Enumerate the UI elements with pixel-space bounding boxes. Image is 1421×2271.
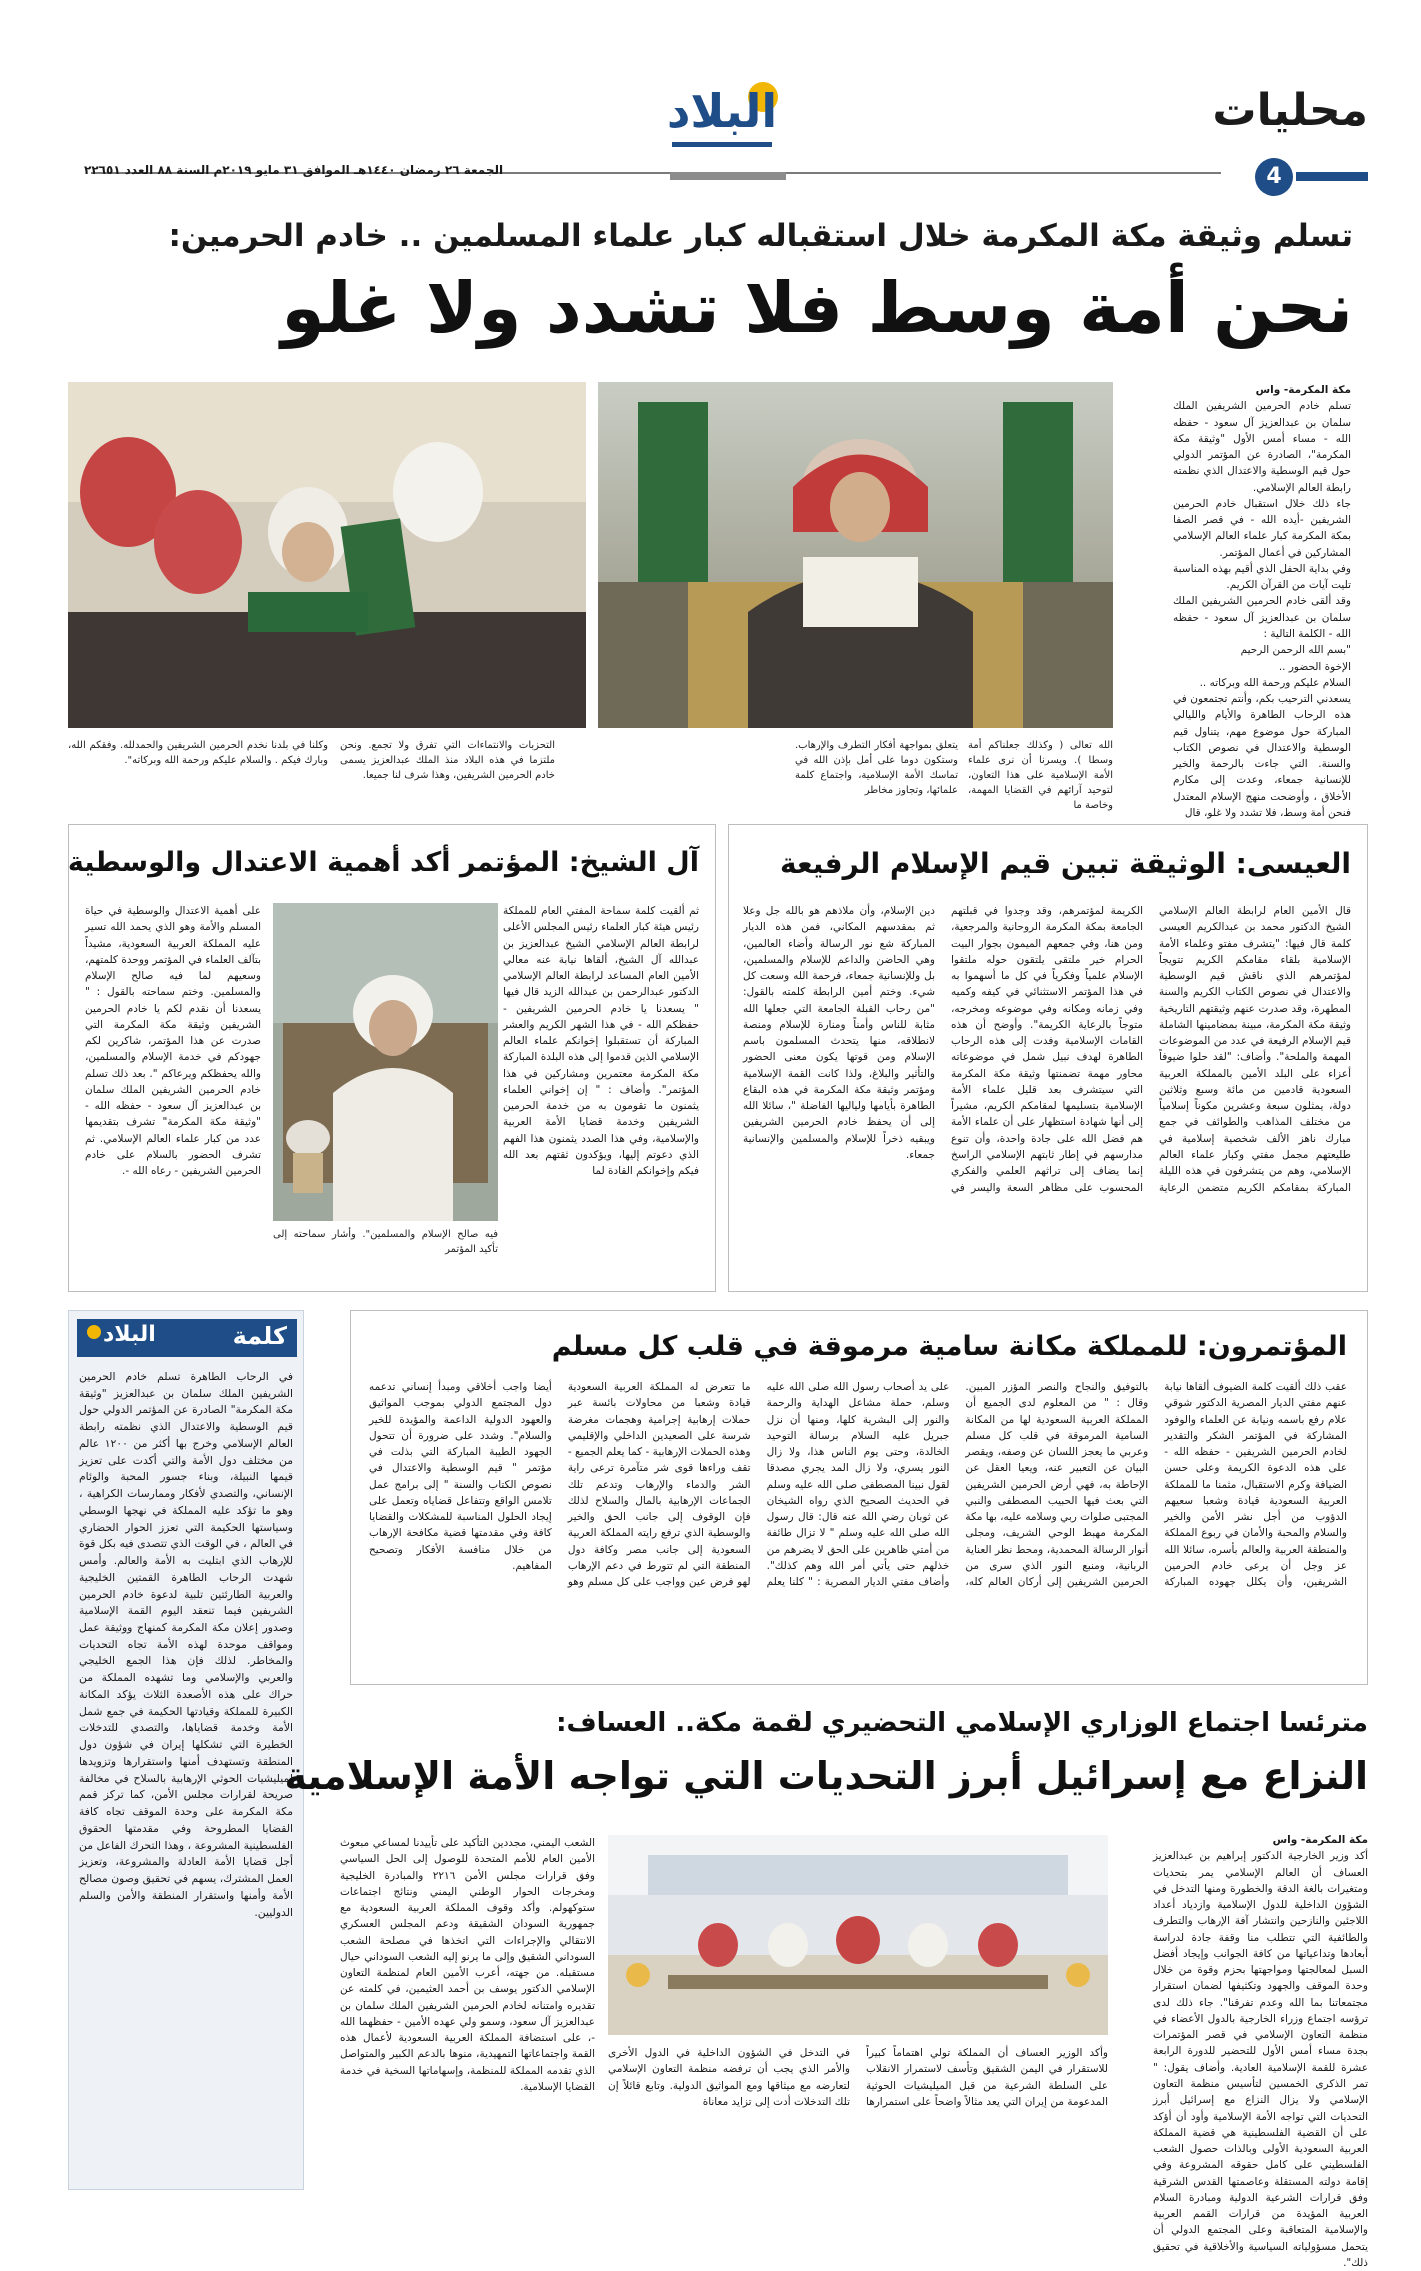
- kalima-header: [77, 1319, 297, 1357]
- issa-headline: العيسى: الوثيقة تبين قيم الإسلام الرفيعة: [780, 847, 1351, 880]
- lead-column-3: يتعلق بمواجهة أفكار التطرف والإرهاب. وستكون دوما على أمل بإذن الله في تماسك الأمة الإسلامية، واجتماع كلمة علمائها، وتجاوز مخاطر: [795, 740, 958, 796]
- lead-photo-handover: [68, 382, 586, 728]
- conferees-body: عقب ذلك ألقيت كلمة الضيوف ألقاها نيابة عنهم مفتي الديار المصرية الدكتور شوقي علام رفع باسمه ونيابة عن العلماء والوفود المشاركة في المؤتمر الشكر والتقدير لخادم الحرمين الشريفين - حفظه الله - على هذه الدعوة الكريمة وعلى حسن الضيافة وكرم الاستقبال، مثمنا ما للمملكة العربية السعودية قيادة وشعبا سعيهم الدؤوب من أجل نشر الأمن والخير والسلام والمحبة والأمان في ربوع المملكة والمنطقة العربية والعالم بأسره، سائلا الله عز وجل أن يرعى خادم الحرمين الشريفين، وأن يكلل جهوده المباركة بالتوفيق والنجاح والنصر المؤزر المبين. وقال : " من المعلوم لدى الجميع أن المملكة العربية السعودية لها من المكانة السامية المرموقة في قلب كل مسلم وعربي ما يعجز اللسان عن وصفه، ويقصر البيان عن التعبير عنه، ويعيا العقل عن الإحاطة به، فهي أرض الحرمين الشريفين التي بعث فيها الحبيب المصطفى والنبي المجتبى صلوات ربي وسلامه عليه، بها مكة المكرمة مهبط الوحي الشريف، ومجلى أنوار الرسالة المحمدية، ومحط نظر العناية الربانية، ومنبع النور الذي سرى من الحرمين الشريفين إلى أركان العالم كله، على يد أصحاب رسول الله صلى الله عليه وسلم، حملة مشاعل الهداية والرحمة والنور إلى البشرية كلها، ومنها أن نزل جبريل عليه السلام برسالة التوحيد الخالدة، وحتى يوم الناس هذا، ولا زال النور يسري، ولا زال المد يجري مصدقا لقول نبينا المصطفى صلى الله عليه وسلم في الحديث الصحيح الذي رواه الشيخان عن ثوبان رضي الله عنه قال: قال رسول الله صلى الله عليه وسلم " لا تزال طائفة من أمتي ظاهرين على الحق لا يضرهم من خذلهم حتى يأتي أمر الله وهم كذلك". وأضاف مفتي الديار المصرية : " كلنا يعلم ما تتعرض له المملكة العربية السعودية قيادة وشعبا من محاولات بائسة عبر حملات إرهابية إجرامية وهجمات مغرضة شرسة على الصعيدين الداخلي والإقليمي وهذه الحملات الإرهابية - كما يعلم الجميع - تقف وراءها قوى شر متآمرة ترعى راية الشر والدماء والإرهاب وتدعم تلك الجماعات الإرهابية بالمال والسلاح لذلك فإن الوقوف إلى جانب الحق والخير والوسطية الذي ترفع رايته المملكة العربية السعودية إلى جانب مصر وكافة دول المنطقة التي لم تتورط في دعم الإرهاب لهو فرض عين وواجب على كل مسلم وهو أيضا واجب أخلاقي ومبدأ إنساني تدعمه دول المجتمع الدولي بموجب المواثيق والعهود الدولية الداعمة والمؤيدة للخير والسلام". وشدد على ضرورة أن تتحول الجهود الطيبة المباركة التي بذلت في مؤتمر " قيم الوسطية والاعتدال في نصوص الكتاب والسنة " إلى برامج عمل تلامس الواقع وتتفاعل قضاياه وتعمل على إيجاد الحلول المناسبة للمشكلات والقضايا كافة وفي مقدمتها قضية مكافحة الإرهاب من خلال منافسة الأفكار وتصحيح المفاهيم.: [369, 1381, 1347, 1589]
- logo-bar: [670, 172, 786, 180]
- masthead: [0, 0, 1421, 200]
- dateline: الجمعة ٢٦ رمضان ١٤٤٠هـ الموافق ٣١ مايو ٢٠١٩م السنة ٨٨ العدد ٢٢٦٥١: [84, 163, 504, 177]
- column-kalima: [68, 1310, 304, 2190]
- logo: [662, 82, 782, 150]
- section-title: محليات: [1212, 85, 1368, 136]
- lead-byline: مكة المكرمة- واس: [1255, 384, 1351, 396]
- section-rule: [1296, 172, 1368, 181]
- lead-paragraph: جاء ذلك خلال استقبال خادم الحرمين الشريفين -أيده الله - في قصر الصفا بمكة المكرمة كبار علماء العالم الإسلامي المشاركين في أعمال المؤتمر.: [1173, 497, 1351, 559]
- lead-photo-king-speech-graphic: [598, 382, 1113, 728]
- alsheikh-photo-graphic: [273, 903, 498, 1221]
- lead-paragraph: وقد ألقى خادم الحرمين الشريفين الملك سلمان بن عبدالعزيز آل سعود - حفظه الله - الكلمة التالية :: [1173, 595, 1351, 640]
- lead-photo-king-speech: [598, 382, 1113, 728]
- alsheikh-headline: آل الشيخ: المؤتمر أكد أهمية الاعتدال والوسطية: [67, 847, 699, 878]
- kalima-title: كلمة: [232, 1322, 287, 1350]
- lead-paragraph: السلام عليكم ورحمة الله وبركاته ..: [1199, 676, 1351, 689]
- assaf-byline: مكة المكرمة- واس: [1272, 1834, 1368, 1846]
- lead-paragraph: وفي بداية الحفل الذي أقيم بهذه المناسبة تليت آيات من القرآن الكريم.: [1173, 562, 1351, 592]
- lead-column-5: وكلنا في بلدنا نخدم الحرمين الشريفين والحمدلله. وفقكم الله، وبارك فيكم . والسلام عليكم ورحمة الله وبركاته".: [68, 740, 328, 766]
- lead-photo-handover-graphic: [68, 382, 586, 728]
- assaf-body-left: الشعب اليمني، مجددين التأكيد على تأييدنا لمساعي مبعوث الأمين العام للأمم المتحدة للوصول إلى الحل السياسي وفق قرارات مجلس الأمن ٢٢١٦ والمبادرة الخليجية ومخرجات الحوار الوطني اليمني ونتائج اجتماعات ستوكهولم. وأكد وقوف المملكة العربية السعودية مع جمهورية السودان الشقيقة ودعم المجلس العسكري الانتقالي والإجراءات التي اتخذها في مصلحة الشعب السوداني الشقيق وإلى ما يرنو إليه الشعب السوداني حيال مستقبله. من جهته، أعرب الأمين العام لمنظمة التعاون الإسلامي الدكتور يوسف بن أحمد العثيمين، في كلمته عن تقديره وامتنانه لخادم الحرمين الشريفين الملك سلمان بن عبدالعزيز آل سعود، وسمو ولي عهده الأمين - حفظهما الله -، على استضافة المملكة العربية السعودية لأعمال هذه القمة واجتماعاتها التمهيدية، منوها بالدعم الكبير والمتواصل الذي تقدمه المملكة للمنظمة، وإسهاماتها السخية في خدمة القضايا الإسلامية.: [340, 1837, 595, 2093]
- alsheikh-photo: [273, 903, 498, 1221]
- alsheikh-caption: فيه صالح الإسلام والمسلمين". وأشار سماحته إلى تأكيد المؤتمر: [273, 1229, 498, 1255]
- alsheikh-body-right: ثم ألقيت كلمة سماحة المفتي العام للمملكة رئيس هيئة كبار العلماء رئيس المجلس الأعلى لرابطة العالم الإسلامي الشيخ عبدالعزيز بن عبدالله آل الشيخ، ألقاها نيابة عنه معالي الأمين العام المساعد لرابطة العالم الإسلامي الدكتور عبدالرحمن بن عبدالله الزيد قال فيها " يسعدنا يا خادم الحرمين الشريفين - حفظكم الله - في هذا الشهر الكريم والعشر المباركة أن تستقبلوا إخوانكم علماء العالم الإسلامي الذين قدموا إلى هذه البلدة المباركة مكة المكرمة معتمرين ومشاركين في هذا المؤتمر". وأضاف : " إن إخواني العلماء يثمنون ما تقومون به من خدمة الحرمين الشريفين وخدمة قضايا الأمة العربية والإسلامية، وفي هذا الصدد يثمنون هذا الفهم الذي دعوتم إليها، ويؤكدون ثقتهم بعد الله فيكم وإخوانكم القادة لما: [503, 905, 699, 1178]
- assaf-body-mid: وأكد الوزير العساف أن المملكة تولي اهتماماً كبيراً للاستقرار في اليمن الشقيق وتأسف لاستمرار الانقلاب على السلطة الشرعية من قبل الميليشيات الحوثية المدعومة من إيران التي يعد مثالاً واضحاً على استمرارها في التدخل في الشؤون الداخلية في الدول الأخرى والأمر الذي يجب أن ترفضه منظمة التعاون الإسلامي لتعارضه مع ميثاقها ومع المواثيق الدولية. وتابع قائلاً إن تلك التدخلات أدت إلى تزايد معاناة: [608, 2047, 1108, 2108]
- kalima-brand: البلاد: [103, 1322, 156, 1347]
- story-conferees: [350, 1310, 1368, 1685]
- lead-paragraph: "بسم الله الرحمن الرحيم: [1240, 644, 1351, 657]
- lead-body: [1173, 382, 1351, 819]
- lead-paragraph: تسلم خادم الحرمين الشريفين الملك سلمان بن عبدالعزيز آل سعود - حفظه الله - مساء أمس الأول "وثيقة مكة المكرمة"، الصادرة عن المؤتمر الدولي حول قيم الوسطية والاعتدال الذي نظمته رابطة العالم الإسلامي.: [1173, 400, 1351, 494]
- alsheikh-body-left: على أهمية الاعتدال والوسطية في حياة المسلم والأمة وهو الذي يحمد الله تسير عليه المملكة العربية السعودية، مشيداً بتآلف العلماء في المؤتمر ووحدة كلمتهم، وسعيهم لما فيه صالح الإسلام والمسلمين. وختم سماحته بالقول : " يسعدنا أن نقدم لكم يا خادم الحرمين الشريفين وثيقة مكة المكرمة التي صدرت عن هذا المؤتمر، شاكرين لكم جهودكم في خدمة الإسلام والمسلمين، والله يحفظكم ويرعاكم ". بعد ذلك تسلم خادم الحرمين الشريفين الملك سلمان بن عبدالعزيز آل سعود - حفظه الله - "وثيقة مكة المكرمة" تشرف بتقديمها عدد من كبار علماء العالم الإسلامي. ثم تشرف الحضور بالسلام على خادم الحرمين الشريفين - رعاه الله -.: [85, 905, 261, 1178]
- assaf-photo-graphic: [608, 1835, 1108, 2035]
- issa-body: قال الأمين العام لرابطة العالم الإسلامي الشيخ الدكتور محمد بن عبدالكريم العيسى كلمة قال فيها: "يتشرف مفتو وعلماء الأمة الإسلامية بلقاء مقامكم الكريم تتويجاً لمؤتمرهم الذي ناقش قيم الوسطية والاعتدال في نصوص الكتاب الكريم والسنة المطهرة، وقد صدرت عنهم وثيقتهم التاريخية وثيقة مكة المكرمة، مبينة بمضامينها الشاملة قيم الإسلام الرفيعة في عدد من الموضوعات المهمة والملحة". وأضاف: "لقد حلوا ضيوفاً أعزاء على البلد الأمين بالمملكة العربية السعودية قادمين من مائة وسبع وثلاثين دولة، يمثلون سبعة وعشرين مكوناً إسلامياً من مختلف المذاهب والطوائف في جمع مبارك ناهز الألف شخصية إسلامية في طليعتهم مجمل مفتي وكبار علماء العالم الإسلامي، وهم من يتشرفون في هذه الليلة المباركة بمقامكم الكريم متضمن الرعاية الكريمة لمؤتمرهم، وقد وجدوا في قبلتهم الجامعة بمكة المكرمة الروحانية والمرجعية، ومن هنا، وفي جمعهم الميمون بجوار البيت الحرام خير ملتقى يلتقون حوله ملتقوا الإسلام علمياً وفكرياً في كل ما أسهموا به في هذا المؤتمر الاستثنائي في كيفه وكميه وفي زمانه ومكانه وفي موضوعه ومخرجه، متوجاً بالرعاية الكريمة". وأوضح أن هذه القامات الإسلامية وفدت إلى هذه الرحاب الطاهرة لهدف نبيل شمل في موضوعاته محاور مهمة تضمنتها وثيقة مكة المكرمة التي سيتشرف بعد قليل علماء الأمة الإسلامية بتسليمها لمقامكم الكريم، مشيراً إلى أنها شهادة استظهار على أن علماء الأمة هم فضل الله على جادة واحدة، وأن تنوع مدارسهم في إطار ثابتهم الإسلامي الراسخ إنما يضاف إلى تراثهم العلمي والفكري المحسوب على مظاهر السعة واليسر في دين الإسلام، وأن ملاذهم هو بالله جل وعلا ثم بمقدسهم المكاني، فمن هذه الديار المباركة شع نور الرسالة وأضاء العالمين، وهي الحاضن والداعم للإسلام والمسلمين، بل وللإنسانية جمعاء، فرحمة الله وسعت كل شيء. وختم أمين الرابطة كلمته بالقول: "من رحاب القبلة الجامعة التي جعلها الله مثابة للناس وأمناً ومنارة للإسلام ومنصة لانطلاقه، منها يتحدث المسلمون باسم الإسلام ومن قوتها يكون معنى الحضور والتأثير والبلاغ، ولذا كانت القمة الإسلامية ومؤتمر وثيقة مكة المكرمة في هذه البقاع الطاهرة بأيامها ولياليها الفاضلة "، سائلا الله إلى أن يحفظ خادم الحرمين الشريفين ويبقيه ذخراً للإسلام والمسلمين والإنسانية جمعاء.: [743, 905, 1351, 1194]
- lead-column-4: التحزبات والانتماءات التي تفرق ولا تجمع. ونحن ملتزما في هذه البلاد منذ الملك عبدالعزيز يسمى خادم الحرمين الشريفين، وهذا شرف لنا جميعا.: [340, 740, 555, 781]
- logo-text: البلاد: [666, 84, 778, 138]
- assaf-body-right: [1153, 1832, 1368, 2269]
- lead-kicker: تسلم وثيقة مكة المكرمة خلال استقباله كبار علماء المسلمين .. خادم الحرمين:: [168, 218, 1353, 254]
- logo-underline: [672, 142, 772, 147]
- assaf-body-right-text: أكد وزير الخارجية الدكتور إبراهيم بن عبدالعزيز العساف أن العالم الإسلامي يمر بتحديات ومتغيرات بالغة الدقة والخطورة ومنها التدخل في الشؤون الداخلية للدول الإسلامية وازدياد أعداد اللاجئين والنازحين وانتشار آفة الإرهاب والتطرف والطائفية التي تتطلب منا وقفة جادة لدراسة أبعادها وتداعياتها من كافة الجوانب وإيجاد أفضل السبل لمعالجتها ومواجهتها بحزم وقوة من خلال وحدة الموقف والجهود وتكثيفها لضمان استقرار مجتمعاتنا بما الله وعدم تفرقنا". جاء ذلك لدى ترؤسه اجتماع وزراء الخارجية بالدول الأعضاء في منظمة التعاون الإسلامي في قصر المؤتمرات بجدة مساء أمس الأول للتحضير للدورة الرابعة عشرة للقمة الإسلامية العادية. وأضاف يقول: " تمر الذكرى الخمسين لتأسيس منظمة التعاون الإسلامي ولا يزال النزاع مع إسرائيل أبرز التحديات التي تواجه الأمة الإسلامية وأود أن أؤكد على أن القضية الفلسطينية هي قضية المملكة العربية السعودية الأولى وبالذات حصول الشعب الفلسطيني على كامل حقوقه المشروعة وفي إقامة دولته المستقلة وعاصمتها القدس الشرقية وفق قرارات الشرعية الدولية ومبادرة السلام العربية المؤيدة من قرارات القمم العربية والإسلامية المتعاقبة وعلى المجتمع الدولي أن يتحمل مسؤولياته السياسية والأخلاقية في تحقيق ذلك".: [1153, 1850, 1368, 2269]
- conferees-headline: المؤتمرون: للمملكة مكانة سامية مرموقة في قلب كل مسلم: [551, 1331, 1347, 1362]
- assaf-headline: النزاع مع إسرائيل أبرز التحديات التي تواجه الأمة الإسلامية: [284, 1754, 1368, 1798]
- page-number: 4: [1266, 164, 1282, 189]
- lead-paragraph: الإخوة الحضور ..: [1278, 660, 1351, 673]
- lead-paragraph: يسعدني الترحيب بكم، وأنتم تجتمعون في هذه الرحاب الطاهرة والأيام والليالي المباركة حول موضوع مهم، يتناول قيم الوسطية والاعتدال في نصوص الكتاب والسنة. التي جاءت بالرحمة والخير للإنسانية جمعاء، وعدت إلى مكارم الأخلاق ، وأوضحت منهج الإسلام المعتدل فنحن أمة وسط، فلا تشدد ولا غلو، قال: [1173, 693, 1351, 819]
- kalima-sun-icon: [87, 1325, 101, 1339]
- lead-column-2: الله تعالى ( وكذلك جعلناكم أمة وسطا ). ويسرنا أن نرى علماء الأمة الإسلامية على هذا التعاون، لتوحيد آرائهم في القضايا المهمة، وخاصة ما: [968, 740, 1113, 811]
- page-number-badge: [1255, 158, 1293, 196]
- lead-headline: نحن أمة وسط فلا تشدد ولا غلو: [281, 267, 1353, 349]
- assaf-kicker: مترئسا اجتماع الوزاري الإسلامي التحضيري لقمة مكة.. العساف:: [556, 1708, 1368, 1738]
- assaf-photo: [608, 1835, 1108, 2035]
- story-alsheikh: [68, 824, 716, 1292]
- story-issa: [728, 824, 1368, 1292]
- kalima-body: في الرحاب الطاهرة تسلم خادم الحرمين الشريفين الملك سلمان بن عبدالعزيز "وثيقة مكة المكرمة" الصادرة عن المؤتمر الدولي حول قيم الوسطية والاعتدال الذي نظمته رابطة العالم الإسلامي وخرج بها أكثر من ١٢٠٠ عالم من مختلف دول الأمة والتي أكدت على تعزيز قيمها النبيلة، وبناء جسور المحبة والوئام الإنساني، والتصدي لأفكار وممارسات الكراهية ، وهو ما تؤكد عليه المملكة في نهجها الوسطي وسياستها الحكيمة التي تعزز الحوار الحضاري في العالم ، في الوقت الذي تتصدى فيه بكل قوة للإرهاب الذي ابتليت به الأمة والعالم. وأمس شهدت الرحاب الطاهرة القمتين الخليجية والعربية الطارئتين تلبية لدعوة خادم الحرمين الشريفين فيما تنعقد اليوم القمة الإسلامية وصدور إعلان مكة المكرمة كمنهاج ووثيقة عمل ومواقف موحدة لهذه الأمة تجاه التحديات والمخاطر. لذلك فإن هذا الجمع الخليجي والعربي والإسلامي وما تشهده المملكة من حراك على هذه الأصعدة الثلاث يؤكد المكانة الكبيرة للمملكة وقيادتها الحكيمة في جمع شمل الأمة وخدمة قضاياها، والتصدي للتدخلات الخطيرة التي تشكلها إيران في شؤون دول المنطقة وتستهدف أمنها واستقرارها وتزويدها لميليشيات الحوثي الإرهابية بالسلاح في مخالفة صريحة لقرارات مجلس الأمن، كما تركز قمم مكة المكرمة على وحدة الموقف تجاه كافة القضايا المطروحة وفي مقدمتها الحقوق الفلسطينية المشروعة ، وهذا التحرك الفاعل من أجل قضايا الأمة العادلة والمشروعة، وتعزيز العمل المشترك، يسهم في تحقيق وصون مصالح الأمة وأمنها واستقرار المنطقة والأمن والسلم الدوليين.: [79, 1370, 293, 1919]
